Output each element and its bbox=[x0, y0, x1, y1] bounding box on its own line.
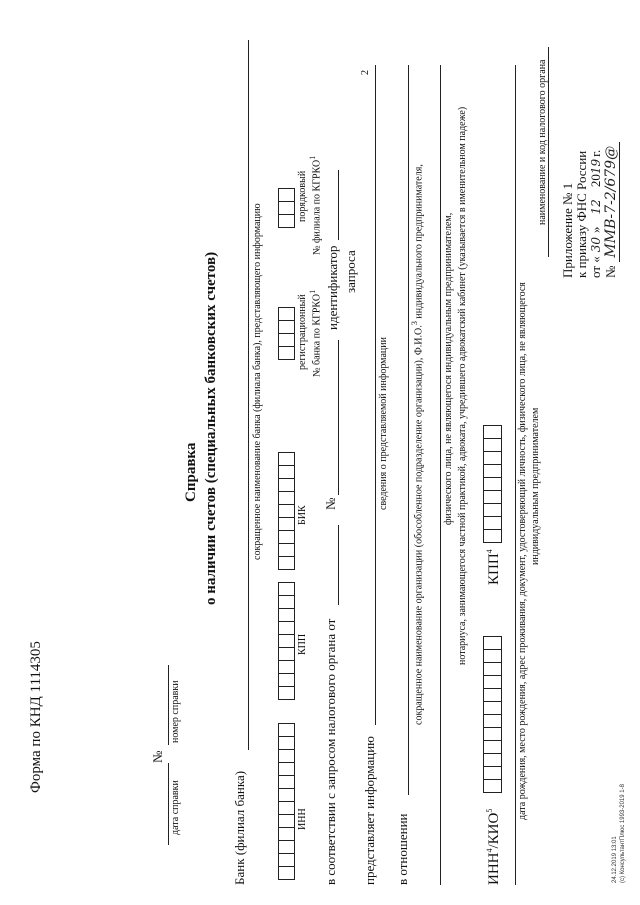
reg-number-cells[interactable] bbox=[278, 308, 295, 360]
tax-authority-line bbox=[548, 47, 549, 257]
inn-kio-text: ИНН bbox=[486, 852, 502, 885]
inn-kio-text-2: /КИО bbox=[486, 812, 502, 849]
tax-authority-caption: наименование и код налогового органа bbox=[537, 59, 548, 225]
appendix-date-year: 19 bbox=[589, 158, 603, 175]
bank-line bbox=[248, 40, 249, 750]
provides-line bbox=[375, 65, 376, 725]
regarding-caption-text: сокращенное наименование организации (обособленное подразделение организации), Ф.И.О. bbox=[413, 325, 425, 725]
reg-number-label-1: регистрационный bbox=[297, 294, 308, 370]
bik-cells[interactable] bbox=[278, 453, 295, 570]
appendix-date-month: 12 bbox=[589, 199, 603, 215]
birth-caption-2: индивидуальным предпринимателем bbox=[530, 407, 541, 565]
request-id-label-2: запроса bbox=[343, 250, 358, 293]
appendix-line-1: Приложение № 1 bbox=[560, 182, 575, 278]
number-line bbox=[168, 665, 169, 745]
appendix-date-line bbox=[588, 150, 604, 278]
branch-label-text: № филиала по КГРКО bbox=[311, 159, 323, 255]
appendix-date-suffix: г. bbox=[588, 149, 603, 157]
appendix-order-sign: № bbox=[603, 265, 618, 278]
regarding-line bbox=[408, 65, 409, 795]
appendix-date-open: от « bbox=[588, 256, 603, 278]
kpp2-text: КПП bbox=[486, 553, 502, 585]
branch-label-2 bbox=[308, 156, 322, 255]
date-caption: дата справки bbox=[170, 780, 181, 835]
branch-sup: 1 bbox=[308, 155, 317, 160]
regarding-line-2 bbox=[440, 65, 441, 885]
inn-kio-label bbox=[485, 809, 503, 885]
request-number-sign: № bbox=[323, 497, 338, 510]
appendix-order-number: ММВ-7-2/679@ bbox=[603, 142, 620, 262]
regarding-caption-end: индивидуального предпринимателя, bbox=[413, 164, 425, 322]
inn-cells[interactable] bbox=[278, 724, 295, 880]
bank-caption: сокращенное наименование банка (филиала банка), представляющего информацию bbox=[252, 203, 263, 560]
provides-caption: сведения о представляемой информации bbox=[378, 337, 389, 510]
appendix-date-year-prefix: 20 bbox=[588, 174, 603, 188]
regarding-caption-sup: 3 bbox=[410, 321, 419, 326]
number-caption: номер справки bbox=[170, 680, 181, 743]
inn-kio-cells[interactable] bbox=[483, 637, 502, 793]
form-code: Форма по КНД 1114305 bbox=[28, 641, 44, 793]
request-id-line bbox=[338, 170, 339, 240]
branch-label-1: порядковый bbox=[297, 170, 308, 222]
birth-line bbox=[515, 65, 516, 885]
appendix-order-line bbox=[603, 142, 619, 278]
reg-number-label-2 bbox=[308, 290, 322, 377]
request-number-line bbox=[338, 340, 339, 495]
appendix-line-2: к приказу ФНС России bbox=[574, 150, 589, 278]
request-date-line bbox=[338, 525, 339, 605]
reg-number-sup: 1 bbox=[308, 289, 317, 294]
bank-label: Банк (филиал банка) bbox=[232, 770, 247, 885]
inn-label: ИНН bbox=[297, 808, 308, 830]
footer-source: (c) КонсультантПлюс 1993-2019 1-8 bbox=[620, 784, 626, 883]
bik-label: БИК bbox=[297, 505, 308, 525]
provides-label: представляет информацию bbox=[362, 736, 377, 885]
branch-number-cells[interactable] bbox=[278, 189, 295, 228]
footer-timestamp: 24.12.2019 13:01 bbox=[612, 836, 618, 883]
appendix-date-day: 30 bbox=[589, 236, 603, 253]
regarding-label: в отношении bbox=[395, 813, 410, 885]
request-id-label-1: идентификатор bbox=[325, 245, 340, 330]
regarding-caption-3: нотариуса, занимающегося частной практикой, адвоката, учредившего адвокатский кабинет (указывается в именительном падеже) bbox=[457, 106, 468, 665]
number-sign: № bbox=[150, 750, 165, 763]
kpp2-cells[interactable] bbox=[483, 426, 502, 543]
inn-kio-sup-2: 5 bbox=[485, 808, 494, 813]
reg-number-label-text: № банка по КГРКО bbox=[311, 293, 323, 377]
page-subtitle: о наличии счетов (специальных банковских счетов) bbox=[203, 251, 219, 605]
birth-caption-1: дата рождения, место рождения, адрес проживания, документ, удостоверяющий личность, физического лица, не являющегося bbox=[517, 282, 528, 820]
inn-kio-sup: 4 bbox=[485, 848, 494, 853]
request-id-sup: 2 bbox=[360, 70, 371, 75]
kpp-label: КПП bbox=[297, 633, 308, 655]
appendix-date-close: » bbox=[588, 226, 603, 233]
request-line-label: в соответствии с запросом налогового органа от bbox=[323, 618, 338, 885]
kpp2-sup: 4 bbox=[485, 549, 494, 554]
regarding-caption-1 bbox=[410, 164, 424, 725]
regarding-caption-2: физического лица, не являющегося индивидуальным предпринимателем, bbox=[443, 212, 454, 525]
date-line bbox=[168, 763, 169, 845]
kpp2-label bbox=[485, 549, 503, 585]
page-title: Справка bbox=[183, 442, 199, 502]
kpp-cells[interactable] bbox=[278, 583, 295, 700]
